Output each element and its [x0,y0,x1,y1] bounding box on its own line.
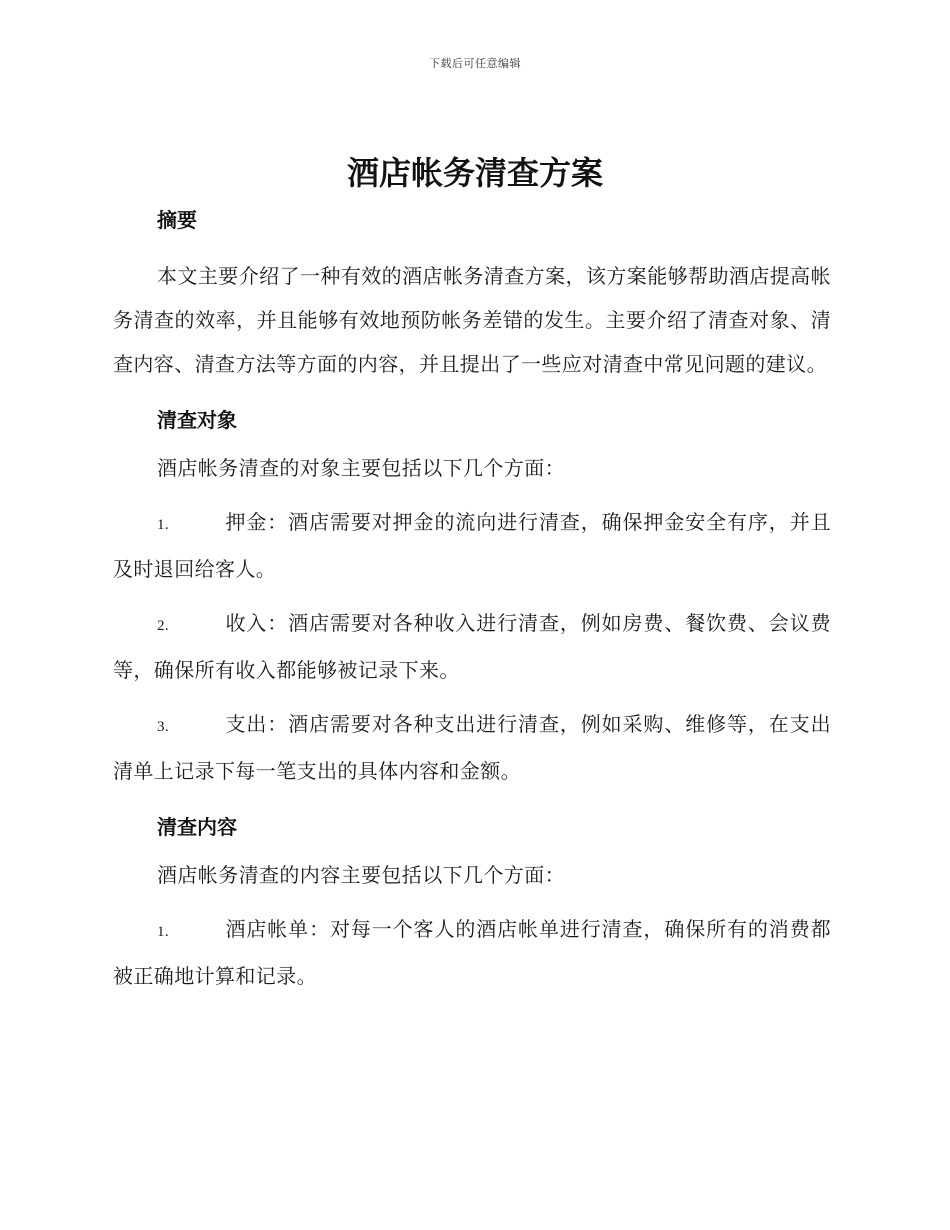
list-item-text: 押金：酒店需要对押金的流向进行清查，确保押金安全有序，并且及时退回给客人。 [113,510,831,581]
document-title: 酒店帐务清查方案 [346,154,603,192]
header-note: 下载后可任意编辑 [429,57,521,70]
list-item-text: 酒店帐单：对每一个客人的酒店帐单进行清查，确保所有的消费都被正确地计算和记录。 [113,917,831,988]
abstract-heading: 摘要 [157,208,197,232]
list-item [113,907,831,998]
document-body [113,204,831,998]
list-item-number: 3. [157,719,170,735]
list-item [113,702,831,793]
list-item-text: 支出：酒店需要对各种支出进行清查，例如采购、维修等，在支出清单上记录下每一笔支出的具体内容和金额。 [113,712,831,783]
objects-heading: 清查对象 [157,408,237,432]
list-item [113,601,831,692]
list-item-number: 2. [157,618,170,634]
list-item [113,500,831,591]
abstract-paragraph: 本文主要介绍了一种有效的酒店帐务清查方案，该方案能够帮助酒店提高帐务清查的效率，并且能够有效地预防帐务差错的发生。主要介绍了清查对象、清查内容、清查方法等方面的内容，并且提出了一些应对清查中常见问题的建议。 [113,264,831,376]
list-item-text: 收入：酒店需要对各种收入进行清查，例如房费、餐饮费、会议费等，确保所有收入都能够被记录下来。 [113,611,831,682]
objects-intro: 酒店帐务清查的对象主要包括以下几个方面： [157,456,565,480]
contents-heading: 清查内容 [157,815,237,839]
list-item-number: 1. [157,924,170,940]
list-item-number: 1. [157,517,170,533]
contents-intro: 酒店帐务清查的内容主要包括以下几个方面： [157,863,565,887]
